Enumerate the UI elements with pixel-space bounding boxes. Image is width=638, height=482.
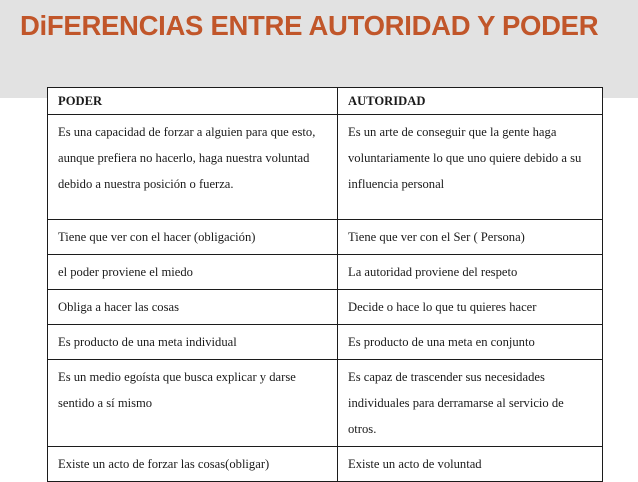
cell-autoridad: Es un arte de conseguir que la gente haga voluntariamente lo que uno quiere debido a su influencia personal xyxy=(338,115,603,220)
cell-poder: Es una capacidad de forzar a alguien para que esto, aunque prefiera no hacerlo, haga nuestra voluntad debido a nuestra posición o fuerza. xyxy=(48,115,338,220)
table-row xyxy=(48,325,603,360)
table-row xyxy=(48,360,603,447)
cell-poder: el poder proviene el miedo xyxy=(48,255,338,290)
cell-poder: Obliga a hacer las cosas xyxy=(48,290,338,325)
cell-poder: Es producto de una meta individual xyxy=(48,325,338,360)
table-row xyxy=(48,220,603,255)
table-row xyxy=(48,447,603,482)
header-autoridad: AUTORIDAD xyxy=(338,88,603,115)
slide-title: DiFERENCIAS ENTRE AUTORIDAD Y PODER xyxy=(20,10,599,41)
table-row xyxy=(48,115,603,220)
cell-autoridad: Existe un acto de voluntad xyxy=(338,447,603,482)
cell-poder: Tiene que ver con el hacer (obligación) xyxy=(48,220,338,255)
table-header-row xyxy=(48,88,603,115)
table-row xyxy=(48,255,603,290)
comparison-table xyxy=(47,87,603,482)
cell-autoridad: La autoridad proviene del respeto xyxy=(338,255,603,290)
cell-autoridad: Tiene que ver con el Ser ( Persona) xyxy=(338,220,603,255)
cell-poder: Es un medio egoísta que busca explicar y darse sentido a sí mismo xyxy=(48,360,338,447)
cell-autoridad: Decide o hace lo que tu quieres hacer xyxy=(338,290,603,325)
cell-poder: Existe un acto de forzar las cosas(obligar) xyxy=(48,447,338,482)
cell-autoridad: Es producto de una meta en conjunto xyxy=(338,325,603,360)
comparison-table-container xyxy=(47,87,602,482)
header-poder: PODER xyxy=(48,88,338,115)
table-row xyxy=(48,290,603,325)
cell-autoridad: Es capaz de trascender sus necesidades individuales para derramarse al servicio de otros. xyxy=(338,360,603,447)
